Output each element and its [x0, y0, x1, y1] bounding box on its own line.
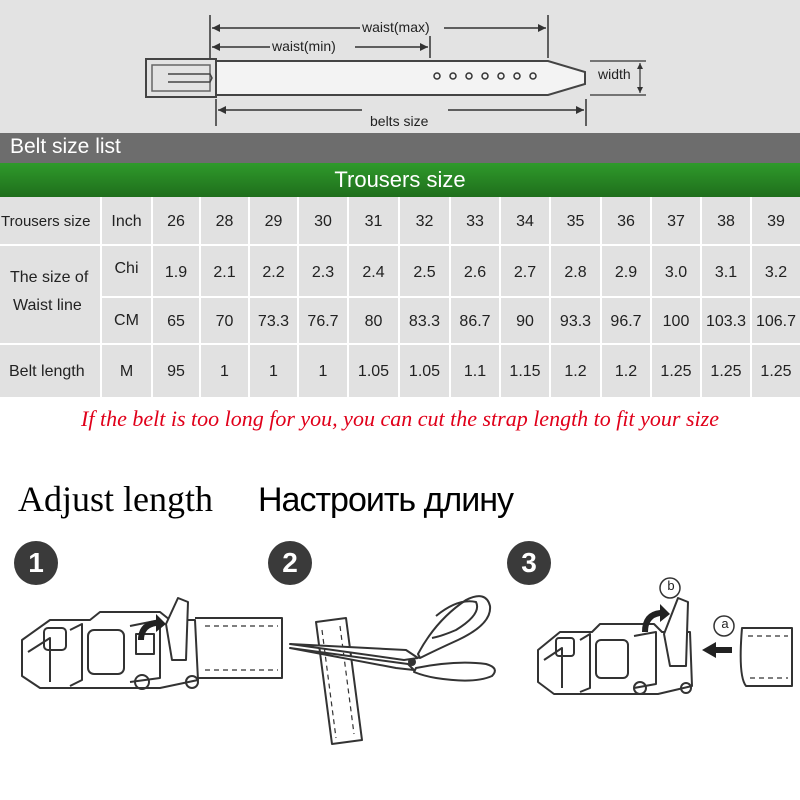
- table-cell: 2.3: [311, 264, 335, 281]
- table-cell: 83.3: [408, 313, 441, 330]
- step-2-scissors-illustration: [286, 580, 506, 750]
- buckle-inner: [152, 65, 210, 91]
- table-cell: 37: [667, 213, 685, 230]
- waist-max-label: waist(max): [362, 19, 430, 35]
- table-cell: 2.9: [614, 264, 638, 281]
- table-cell: 30: [314, 213, 332, 230]
- table-cell: 1.25: [760, 363, 792, 380]
- table-cell: 2.8: [564, 264, 587, 281]
- table-cell: 1.1: [463, 363, 487, 380]
- cut-strap-note: If the belt is too long for you, you can cut the strap length to fit your size: [81, 406, 719, 431]
- table-cell: 3.2: [764, 264, 788, 281]
- table-cell: 36: [617, 213, 635, 230]
- adjust-length-heading-ru: Настроить длину: [258, 481, 514, 519]
- belt-diagram: [0, 0, 800, 133]
- table-cell: 2.1: [213, 264, 236, 281]
- table-cell: 2.4: [362, 264, 385, 281]
- table-cell: 26: [167, 213, 185, 230]
- buckle-prong: [168, 74, 212, 82]
- table-cell: 1: [269, 363, 278, 380]
- table-cell: 73.3: [257, 313, 290, 330]
- table-cell: 28: [215, 213, 234, 230]
- unit-cm: CM: [114, 312, 139, 329]
- table-cell: 95: [167, 363, 185, 380]
- width-label: width: [598, 66, 631, 82]
- row-label-trousers-size: Trousers size: [1, 213, 91, 230]
- table-cell: 1.9: [164, 264, 188, 281]
- table-cell: 33: [466, 213, 484, 230]
- waist-label-line2: Waist line: [13, 297, 82, 314]
- table-cell: 35: [566, 213, 585, 230]
- step-1-badge: 1: [14, 541, 58, 585]
- step-2-badge: 2: [268, 541, 312, 585]
- table-cell: 106.7: [755, 313, 797, 330]
- table-cell: 2.5: [413, 264, 436, 281]
- unit-m: M: [119, 363, 134, 380]
- trousers-size-title: Trousers size: [334, 167, 466, 192]
- table-cell: 103.3: [705, 313, 747, 330]
- table-cell: 86.7: [459, 313, 491, 330]
- unit-chi: Chi: [114, 260, 139, 277]
- table-cell: 32: [415, 213, 434, 230]
- unit-inch: Inch: [111, 213, 142, 230]
- table-cell: 38: [717, 213, 735, 230]
- step-3-insert-illustration: [530, 570, 800, 710]
- marker-b-label: b: [667, 578, 675, 593]
- belts-size-label: belts size: [370, 113, 429, 129]
- table-cell: 2.2: [262, 264, 285, 281]
- table-cell: 3.0: [664, 264, 688, 281]
- table-cell: 96.7: [610, 313, 642, 330]
- push-arrow-icon: [702, 642, 732, 658]
- table-cell: 1.05: [357, 363, 390, 380]
- belt-size-list-bar: [0, 133, 800, 163]
- table-cell: 1.15: [509, 363, 541, 380]
- step-1-buckle-illustration: [10, 590, 290, 710]
- marker-a-label: a: [721, 616, 729, 631]
- waist-label-line1: The size of: [10, 269, 89, 286]
- table-cell: 1.25: [710, 363, 742, 380]
- table-cell: 70: [215, 313, 234, 330]
- table-cell: 1.25: [660, 363, 692, 380]
- table-cell: 1: [318, 363, 328, 380]
- table-cell: 100: [662, 313, 690, 330]
- table-cell: 1.2: [564, 363, 587, 380]
- trousers-size-header: [0, 163, 800, 197]
- table-cell: 65: [167, 313, 185, 330]
- table-cell: 1: [220, 363, 229, 380]
- size-table: [0, 197, 800, 397]
- table-cell: 1.2: [614, 363, 638, 380]
- table-cell: 76.7: [307, 313, 339, 330]
- table-cell: 90: [516, 313, 534, 330]
- table-cell: 31: [364, 213, 383, 230]
- table-cell: 2.6: [463, 264, 487, 281]
- belt-strap: [216, 61, 585, 95]
- row-label-belt-length: Belt length: [9, 363, 85, 380]
- adjust-length-heading: Adjust length: [18, 479, 213, 519]
- belt-size-list-title: Belt size list: [10, 135, 121, 158]
- table-cell: 2.7: [513, 264, 537, 281]
- table-cell: 29: [264, 213, 283, 230]
- table-cell: 80: [364, 313, 383, 330]
- table-cell: 1.05: [408, 363, 441, 380]
- waist-min-label: waist(min): [272, 38, 336, 54]
- step-3-badge: 3: [507, 541, 551, 585]
- table-cell: 3.1: [714, 264, 738, 281]
- table-cell: 39: [767, 213, 785, 230]
- table-cell: 93.3: [559, 313, 592, 330]
- table-cell: 34: [516, 213, 534, 230]
